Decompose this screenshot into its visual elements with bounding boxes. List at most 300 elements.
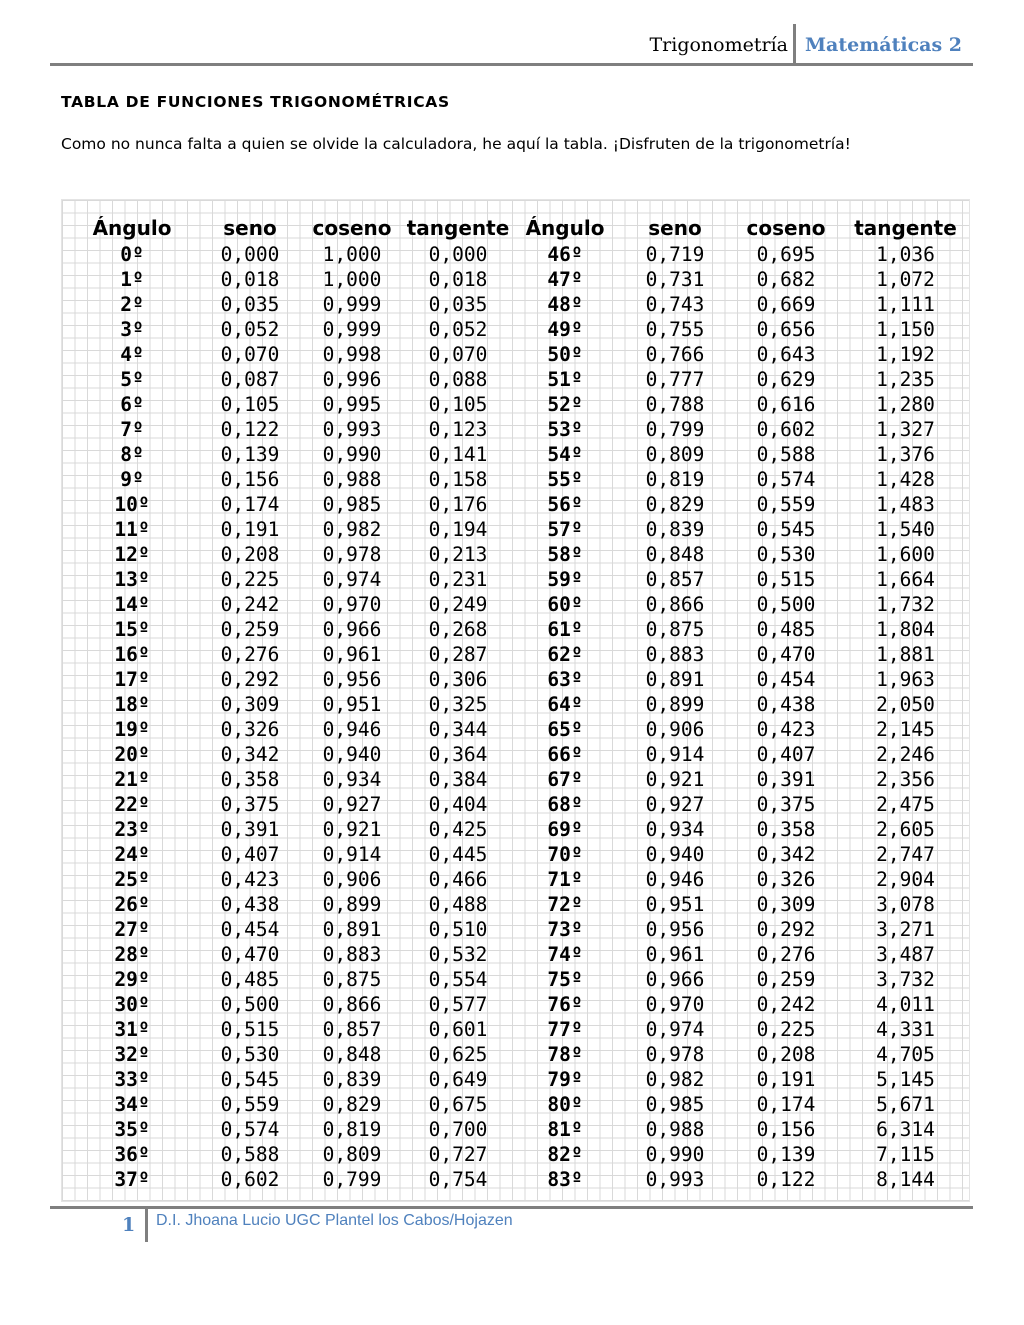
angle-cell: 21º <box>114 768 150 791</box>
value-cell: 0,287 <box>428 643 488 666</box>
angle-cell: 5º <box>120 368 144 391</box>
table-row <box>62 867 969 892</box>
angle-cell: 3º <box>120 318 144 341</box>
value-cell: 2,605 <box>876 818 935 841</box>
value-cell: 0,342 <box>220 743 280 766</box>
value-cell: 0,276 <box>756 943 816 966</box>
angle-cell: 6º <box>120 393 144 416</box>
table-row <box>62 642 969 667</box>
angle-cell: 72º <box>547 893 583 916</box>
value-cell: 2,356 <box>876 768 935 791</box>
value-cell: 0,364 <box>428 743 488 766</box>
value-cell: 1,000 <box>322 243 382 266</box>
angle-cell: 58º <box>547 543 583 566</box>
value-cell: 0,656 <box>756 318 816 341</box>
value-cell: 0,407 <box>756 743 816 766</box>
value-cell: 0,194 <box>428 518 488 541</box>
value-cell: 0,438 <box>220 893 280 916</box>
value-cell: 0,629 <box>756 368 816 391</box>
value-cell: 0,755 <box>645 318 705 341</box>
value-cell: 2,747 <box>876 843 935 866</box>
value-cell: 2,475 <box>876 793 935 816</box>
table-row <box>62 392 969 417</box>
value-cell: 0,857 <box>322 1018 382 1041</box>
trig-table <box>62 214 969 1192</box>
angle-cell: 28º <box>114 943 150 966</box>
value-cell: 0,515 <box>220 1018 280 1041</box>
value-cell: 0,819 <box>322 1118 382 1141</box>
value-cell: 0,970 <box>645 993 705 1016</box>
header-course-title: Matemáticas 2 <box>805 34 963 56</box>
value-cell: 1,150 <box>876 318 935 341</box>
value-cell: 0,105 <box>220 393 280 416</box>
table-row <box>62 417 969 442</box>
angle-cell: 64º <box>547 693 583 716</box>
column-header: Ángulo <box>525 216 605 240</box>
angle-cell: 15º <box>114 618 150 641</box>
value-cell: 0,927 <box>322 793 382 816</box>
value-cell: 3,271 <box>876 918 935 941</box>
value-cell: 0,292 <box>756 918 816 941</box>
angle-cell: 61º <box>547 618 583 641</box>
table-row <box>62 917 969 942</box>
value-cell: 0,743 <box>645 293 705 316</box>
column-header: tangente <box>854 216 957 240</box>
footer-rule <box>50 1206 973 1209</box>
value-cell: 0,829 <box>322 1093 382 1116</box>
value-cell: 1,804 <box>876 618 935 641</box>
value-cell: 0,974 <box>645 1018 705 1041</box>
value-cell: 1,072 <box>876 268 935 291</box>
header-rule <box>50 63 973 66</box>
table-row <box>62 467 969 492</box>
page-number: 1 <box>122 1214 136 1236</box>
angle-cell: 57º <box>547 518 583 541</box>
table-row <box>62 1067 969 1092</box>
value-cell: 0,956 <box>645 918 705 941</box>
value-cell: 0,407 <box>220 843 280 866</box>
value-cell: 0,682 <box>756 268 816 291</box>
value-cell: 0,921 <box>322 818 382 841</box>
trig-table-grid <box>61 199 970 1202</box>
angle-cell: 37º <box>114 1168 150 1191</box>
value-cell: 0,946 <box>645 868 705 891</box>
angle-cell: 70º <box>547 843 583 866</box>
value-cell: 0,966 <box>645 968 705 991</box>
value-cell: 0,325 <box>428 693 488 716</box>
value-cell: 0,018 <box>428 268 488 291</box>
value-cell: 0,875 <box>645 618 705 641</box>
value-cell: 0,946 <box>322 718 382 741</box>
value-cell: 0,532 <box>428 943 488 966</box>
value-cell: 0,906 <box>645 718 705 741</box>
angle-cell: 14º <box>114 593 150 616</box>
angle-cell: 50º <box>547 343 583 366</box>
table-row <box>62 1042 969 1067</box>
value-cell: 0,999 <box>322 293 382 316</box>
value-cell: 8,144 <box>876 1168 935 1191</box>
value-cell: 0,974 <box>322 568 382 591</box>
value-cell: 0,574 <box>220 1118 280 1141</box>
angle-cell: 75º <box>547 968 583 991</box>
angle-cell: 63º <box>547 668 583 691</box>
value-cell: 5,671 <box>876 1093 935 1116</box>
value-cell: 0,559 <box>756 493 816 516</box>
angle-cell: 4º <box>120 343 144 366</box>
angle-cell: 56º <box>547 493 583 516</box>
angle-cell: 71º <box>547 868 583 891</box>
column-header: coseno <box>746 216 826 240</box>
value-cell: 0,500 <box>756 593 816 616</box>
value-cell: 0,545 <box>220 1068 280 1091</box>
value-cell: 1,192 <box>876 343 935 366</box>
value-cell: 0,292 <box>220 668 280 691</box>
header-subject: Trigonometría <box>649 34 788 56</box>
value-cell: 0,891 <box>322 918 382 941</box>
value-cell: 0,423 <box>220 868 280 891</box>
value-cell: 1,036 <box>876 243 935 266</box>
value-cell: 4,705 <box>876 1043 935 1066</box>
value-cell: 4,011 <box>876 993 935 1016</box>
value-cell: 0,070 <box>428 343 488 366</box>
value-cell: 0,970 <box>322 593 382 616</box>
document-title: TABLA DE FUNCIONES TRIGONOMÉTRICAS <box>61 93 450 111</box>
value-cell: 1,280 <box>876 393 935 416</box>
angle-cell: 32º <box>114 1043 150 1066</box>
value-cell: 0,087 <box>220 368 280 391</box>
angle-cell: 24º <box>114 843 150 866</box>
value-cell: 0,934 <box>322 768 382 791</box>
value-cell: 0,616 <box>756 393 816 416</box>
angle-cell: 36º <box>114 1143 150 1166</box>
value-cell: 0,259 <box>756 968 816 991</box>
value-cell: 0,985 <box>645 1093 705 1116</box>
value-cell: 0,799 <box>322 1168 382 1191</box>
angle-cell: 73º <box>547 918 583 941</box>
value-cell: 0,809 <box>645 443 705 466</box>
table-row <box>62 442 969 467</box>
value-cell: 0,906 <box>322 868 382 891</box>
value-cell: 0,777 <box>645 368 705 391</box>
table-row <box>62 1092 969 1117</box>
column-header: Ángulo <box>92 216 172 240</box>
value-cell: 0,809 <box>322 1143 382 1166</box>
angle-cell: 60º <box>547 593 583 616</box>
table-row <box>62 367 969 392</box>
value-cell: 0,105 <box>428 393 488 416</box>
value-cell: 0,052 <box>220 318 280 341</box>
table-row <box>62 292 969 317</box>
value-cell: 1,963 <box>876 668 935 691</box>
value-cell: 1,327 <box>876 418 935 441</box>
table-row <box>62 717 969 742</box>
value-cell: 0,344 <box>428 718 488 741</box>
value-cell: 0,978 <box>645 1043 705 1066</box>
value-cell: 0,358 <box>756 818 816 841</box>
value-cell: 0,158 <box>428 468 488 491</box>
table-row <box>62 242 969 267</box>
value-cell: 0,309 <box>756 893 816 916</box>
value-cell: 0,259 <box>220 618 280 641</box>
value-cell: 0,500 <box>220 993 280 1016</box>
value-cell: 0,993 <box>645 1168 705 1191</box>
value-cell: 0,530 <box>756 543 816 566</box>
value-cell: 0,375 <box>220 793 280 816</box>
intro-paragraph: Como no nunca falta a quien se olvide la calculadora, he aquí la tabla. ¡Disfruten de la trigonometría! <box>61 135 851 153</box>
angle-cell: 46º <box>547 243 583 266</box>
value-cell: 0,470 <box>756 643 816 666</box>
value-cell: 0,848 <box>322 1043 382 1066</box>
value-cell: 0,996 <box>322 368 382 391</box>
value-cell: 0,961 <box>645 943 705 966</box>
value-cell: 0,088 <box>428 368 488 391</box>
table-row <box>62 592 969 617</box>
angle-cell: 0º <box>120 243 144 266</box>
value-cell: 0,669 <box>756 293 816 316</box>
value-cell: 0,035 <box>220 293 280 316</box>
value-cell: 0,156 <box>220 468 280 491</box>
value-cell: 0,914 <box>322 843 382 866</box>
column-header: tangente <box>406 216 510 240</box>
angle-cell: 78º <box>547 1043 583 1066</box>
value-cell: 2,145 <box>876 718 935 741</box>
value-cell: 0,242 <box>756 993 816 1016</box>
angle-cell: 13º <box>114 568 150 591</box>
angle-cell: 81º <box>547 1118 583 1141</box>
value-cell: 0,899 <box>645 693 705 716</box>
value-cell: 0,731 <box>645 268 705 291</box>
value-cell: 0,891 <box>645 668 705 691</box>
value-cell: 0,488 <box>428 893 488 916</box>
value-cell: 0,839 <box>322 1068 382 1091</box>
table-row <box>62 517 969 542</box>
table-row <box>62 267 969 292</box>
angle-cell: 30º <box>114 993 150 1016</box>
value-cell: 2,246 <box>876 743 935 766</box>
value-cell: 0,577 <box>428 993 488 1016</box>
value-cell: 5,145 <box>876 1068 935 1091</box>
value-cell: 4,331 <box>876 1018 935 1041</box>
value-cell: 0,425 <box>428 818 488 841</box>
value-cell: 0,454 <box>756 668 816 691</box>
value-cell: 0,470 <box>220 943 280 966</box>
value-cell: 0,574 <box>756 468 816 491</box>
angle-cell: 20º <box>114 743 150 766</box>
value-cell: 1,111 <box>876 293 935 316</box>
value-cell: 0,940 <box>645 843 705 866</box>
value-cell: 0,035 <box>428 293 488 316</box>
value-cell: 1,235 <box>876 368 935 391</box>
angle-cell: 67º <box>547 768 583 791</box>
value-cell: 0,921 <box>645 768 705 791</box>
value-cell: 0,018 <box>220 268 280 291</box>
angle-cell: 51º <box>547 368 583 391</box>
value-cell: 0,485 <box>756 618 816 641</box>
value-cell: 0,990 <box>322 443 382 466</box>
angle-cell: 7º <box>120 418 144 441</box>
table-row <box>62 692 969 717</box>
value-cell: 0,268 <box>428 618 488 641</box>
table-row <box>62 667 969 692</box>
value-cell: 0,306 <box>428 668 488 691</box>
table-row <box>62 342 969 367</box>
value-cell: 0,225 <box>220 568 280 591</box>
value-cell: 6,314 <box>876 1118 935 1141</box>
value-cell: 0,982 <box>322 518 382 541</box>
value-cell: 0,601 <box>428 1018 488 1041</box>
value-cell: 0,208 <box>220 543 280 566</box>
value-cell: 0,070 <box>220 343 280 366</box>
angle-cell: 27º <box>114 918 150 941</box>
value-cell: 0,927 <box>645 793 705 816</box>
value-cell: 0,961 <box>322 643 382 666</box>
value-cell: 0,122 <box>220 418 280 441</box>
value-cell: 2,050 <box>876 693 935 716</box>
angle-cell: 66º <box>547 743 583 766</box>
value-cell: 0,326 <box>220 718 280 741</box>
angle-cell: 16º <box>114 643 150 666</box>
value-cell: 0,625 <box>428 1043 488 1066</box>
angle-cell: 10º <box>114 493 150 516</box>
value-cell: 0,799 <box>645 418 705 441</box>
angle-cell: 79º <box>547 1068 583 1091</box>
value-cell: 0,404 <box>428 793 488 816</box>
angle-cell: 8º <box>120 443 144 466</box>
value-cell: 0,766 <box>645 343 705 366</box>
value-cell: 0,122 <box>756 1168 816 1191</box>
column-header: seno <box>648 216 702 240</box>
value-cell: 0,000 <box>220 243 280 266</box>
angle-cell: 18º <box>114 693 150 716</box>
table-row <box>62 967 969 992</box>
angle-cell: 82º <box>547 1143 583 1166</box>
table-row <box>62 617 969 642</box>
angle-cell: 53º <box>547 418 583 441</box>
value-cell: 0,883 <box>645 643 705 666</box>
value-cell: 1,483 <box>876 493 935 516</box>
value-cell: 0,123 <box>428 418 488 441</box>
value-cell: 3,487 <box>876 943 935 966</box>
value-cell: 0,554 <box>428 968 488 991</box>
angle-cell: 76º <box>547 993 583 1016</box>
table-row <box>62 792 969 817</box>
table-row <box>62 817 969 842</box>
value-cell: 0,695 <box>756 243 816 266</box>
value-cell: 0,423 <box>756 718 816 741</box>
value-cell: 1,732 <box>876 593 935 616</box>
angle-cell: 23º <box>114 818 150 841</box>
value-cell: 0,588 <box>756 443 816 466</box>
value-cell: 7,115 <box>876 1143 935 1166</box>
value-cell: 0,438 <box>756 693 816 716</box>
value-cell: 0,700 <box>428 1118 488 1141</box>
value-cell: 0,000 <box>428 243 488 266</box>
table-row <box>62 492 969 517</box>
angle-cell: 83º <box>547 1168 583 1191</box>
table-row <box>62 1167 969 1192</box>
angle-cell: 31º <box>114 1018 150 1041</box>
angle-cell: 62º <box>547 643 583 666</box>
value-cell: 0,358 <box>220 768 280 791</box>
value-cell: 0,559 <box>220 1093 280 1116</box>
footer-author: D.I. Jhoana Lucio UGC Plantel los Cabos/Hojazen <box>156 1212 513 1229</box>
angle-cell: 69º <box>547 818 583 841</box>
value-cell: 0,530 <box>220 1043 280 1066</box>
angle-cell: 52º <box>547 393 583 416</box>
footer-divider <box>145 1206 148 1242</box>
value-cell: 0,956 <box>322 668 382 691</box>
value-cell: 0,309 <box>220 693 280 716</box>
value-cell: 0,384 <box>428 768 488 791</box>
table-row <box>62 767 969 792</box>
angle-cell: 34º <box>114 1093 150 1116</box>
value-cell: 3,732 <box>876 968 935 991</box>
value-cell: 2,904 <box>876 868 935 891</box>
value-cell: 0,242 <box>220 593 280 616</box>
value-cell: 0,719 <box>645 243 705 266</box>
value-cell: 0,990 <box>645 1143 705 1166</box>
value-cell: 0,951 <box>322 693 382 716</box>
value-cell: 0,940 <box>322 743 382 766</box>
value-cell: 0,839 <box>645 518 705 541</box>
value-cell: 0,208 <box>756 1043 816 1066</box>
value-cell: 0,988 <box>322 468 382 491</box>
value-cell: 0,978 <box>322 543 382 566</box>
angle-cell: 47º <box>547 268 583 291</box>
table-row <box>62 992 969 1017</box>
value-cell: 0,213 <box>428 543 488 566</box>
value-cell: 0,982 <box>645 1068 705 1091</box>
value-cell: 0,191 <box>220 518 280 541</box>
value-cell: 0,866 <box>322 993 382 1016</box>
value-cell: 0,466 <box>428 868 488 891</box>
value-cell: 0,985 <box>322 493 382 516</box>
value-cell: 1,600 <box>876 543 935 566</box>
value-cell: 0,754 <box>428 1168 488 1191</box>
value-cell: 0,966 <box>322 618 382 641</box>
value-cell: 0,139 <box>220 443 280 466</box>
value-cell: 0,174 <box>756 1093 816 1116</box>
table-row <box>62 892 969 917</box>
value-cell: 0,515 <box>756 568 816 591</box>
value-cell: 0,510 <box>428 918 488 941</box>
angle-cell: 33º <box>114 1068 150 1091</box>
value-cell: 0,176 <box>428 493 488 516</box>
value-cell: 0,231 <box>428 568 488 591</box>
value-cell: 0,883 <box>322 943 382 966</box>
value-cell: 0,249 <box>428 593 488 616</box>
angle-cell: 59º <box>547 568 583 591</box>
angle-cell: 25º <box>114 868 150 891</box>
value-cell: 0,995 <box>322 393 382 416</box>
angle-cell: 68º <box>547 793 583 816</box>
header-divider <box>793 24 796 66</box>
value-cell: 0,276 <box>220 643 280 666</box>
value-cell: 0,819 <box>645 468 705 491</box>
value-cell: 0,999 <box>322 318 382 341</box>
value-cell: 0,141 <box>428 443 488 466</box>
value-cell: 1,376 <box>876 443 935 466</box>
value-cell: 0,545 <box>756 518 816 541</box>
value-cell: 0,375 <box>756 793 816 816</box>
table-row <box>62 1117 969 1142</box>
value-cell: 0,727 <box>428 1143 488 1166</box>
angle-cell: 12º <box>114 543 150 566</box>
value-cell: 0,602 <box>756 418 816 441</box>
value-cell: 1,881 <box>876 643 935 666</box>
value-cell: 0,052 <box>428 318 488 341</box>
value-cell: 1,428 <box>876 468 935 491</box>
